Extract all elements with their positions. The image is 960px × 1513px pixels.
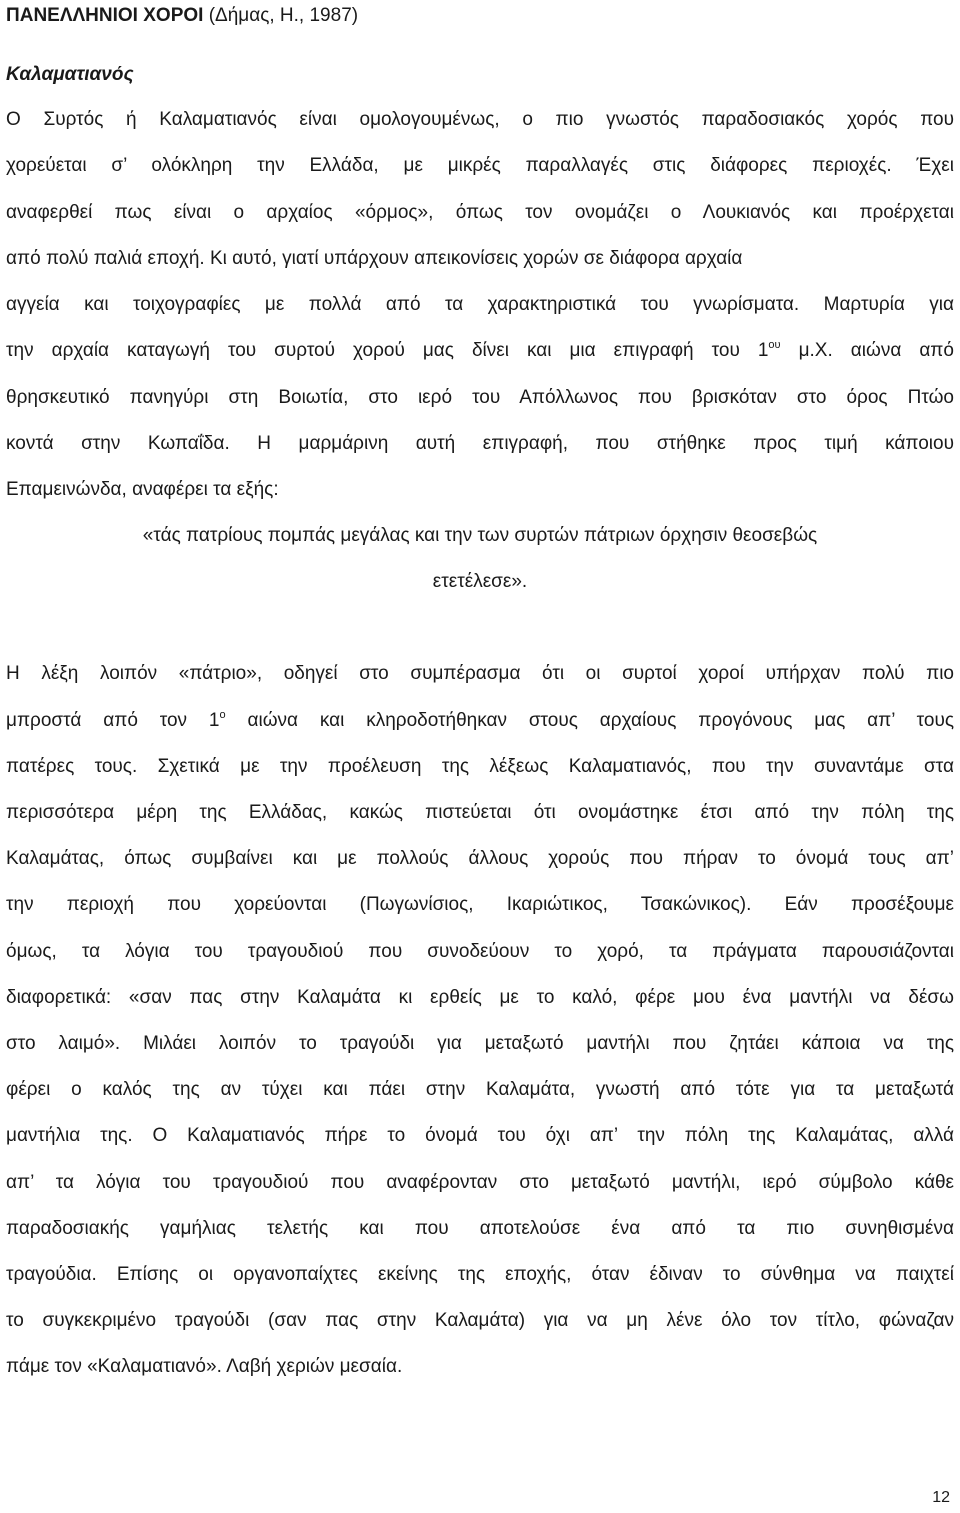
paragraph-line: μαντήλια της. Ο Καλαματιανός πήρε το όνομά του όχι απ’ την πόλη της Καλαμάτας, αλλά: [6, 1125, 954, 1146]
text-run: μ.Χ. αιώνα από: [780, 340, 954, 361]
quote-line: ετετέλεσε».: [432, 571, 528, 592]
paragraph-line: διαφορετικά: «σαν πας στην Καλαμάτα κι ερθείς με το καλό, φέρε μου ένα μαντήλι να δέσω: [6, 987, 954, 1008]
paragraph-line: κοντά στην Κωπαΐδα. Η μαρμάρινη αυτή επιγραφή, που στήθηκε προς τιμή κάποιου: [6, 433, 954, 454]
paragraph-line: το συγκεκριμένο τραγούδι (σαν πας στην Καλαμάτα) για να μη λένε όλο τον τίτλο, φώναζαν: [6, 1310, 954, 1331]
paragraph-line: Ο Συρτός ή Καλαματιανός είναι ομολογουμένως, ο πιο γνωστός παραδοσιακός χορός που: [6, 109, 954, 130]
paragraph-line: πάμε τον «Καλαματιανό». Λαβή χεριών μεσαία.: [6, 1356, 403, 1377]
paragraph-line: όμως, τα λόγια του τραγουδιού που συνοδεύουν το χορό, τα πράγματα παρουσιάζονται: [6, 941, 954, 962]
superscript: ου: [768, 339, 781, 351]
paragraph-line: Η λέξη λοιπόν «πάτριο», οδηγεί στο συμπέρασμα ότι οι συρτοί χοροί υπήρχαν πολύ πιο: [6, 663, 954, 684]
paragraph-line: τραγούδια. Επίσης οι οργανοπαίχτες εκείνης της εποχής, όταν έδιναν το σύνθημα να παιχτεί: [6, 1264, 954, 1285]
page-number: 12: [932, 1489, 950, 1506]
title-bold: ΠΑΝΕΛΛΗΝΙΟΙ ΧΟΡΟΙ: [6, 5, 204, 26]
paragraph-line: [6, 339, 954, 363]
paragraph-line: αγγεία και τοιχογραφίες με πολλά από τα χαρακτηριστικά του γνωρίσματα. Μαρτυρία για: [6, 294, 954, 315]
title-source: (Δήμας, Η., 1987): [203, 5, 359, 26]
paragraph-line: περισσότερα μέρη της Ελλάδας, κακώς πιστεύεται ότι ονομάστηκε έτσι από την πόλη της: [6, 802, 954, 823]
paragraph-line: αναφερθεί πως είναι ο αρχαίος «όρμος», όπως τον ονομάζει ο Λουκιανός και προέρχεται: [6, 202, 954, 223]
paragraph-line: [6, 709, 954, 733]
text-run: μπροστά από τον 1: [6, 710, 220, 731]
paragraph-line: παραδοσιακής γαμήλιας τελετής και που αποτελούσε ένα από τα πιο συνηθισμένα: [6, 1218, 954, 1239]
text-run: την αρχαία καταγωγή του συρτού χορού μας δίνει και μια επιγραφή του 1: [6, 340, 769, 361]
paragraph-line: χορεύεται σ’ ολόκληρη την Ελλάδα, με μικρές παραλλαγές στις διάφορες περιοχές. Έχει: [6, 155, 954, 176]
paragraph-line: Επαμεινώνδα, αναφέρει τα εξής:: [6, 479, 279, 500]
paragraph-line: Καλαμάτας, όπως συμβαίνει και με πολλούς άλλους χορούς που πήραν το όνομά τους απ’: [6, 848, 954, 869]
document-title: [6, 4, 954, 28]
text-run: αιώνα και κληροδοτήθηκαν στους αρχαίους προγόνους μας απ’ τους: [225, 710, 954, 731]
paragraph-line: απ’ τα λόγια του τραγουδιού που αναφέρονταν στο μεταξωτό μαντήλι, ιερό σύμβολο κάθε: [6, 1172, 954, 1193]
document-page: [6, 0, 954, 1513]
section-heading: Καλαματιανός: [6, 64, 134, 85]
paragraph-line: φέρει ο καλός της αν τύχει και πάει στην Καλαμάτα, γνωστή από τότε για τα μεταξωτά: [6, 1079, 954, 1100]
paragraph-line: πατέρες τους. Σχετικά με την προέλευση της λέξεως Καλαματιανός, που την συναντάμε στα: [6, 756, 954, 777]
paragraph-line: την περιοχή που χορεύονται (Πωγωνίσιος, Ικαριώτικος, Τσακώνικος). Εάν προσέξουμε: [6, 894, 954, 915]
paragraph-line: από πολύ παλιά εποχή. Κι αυτό, γιατί υπάρχουν απεικονίσεις χορών σε διάφορα αρχαία: [6, 248, 743, 269]
quote-line: «τάς πατρίους πομπάς μεγάλας και την των συρτών πάτριων όρχησιν θεοσεβώς: [142, 525, 818, 546]
superscript: ο: [219, 709, 226, 721]
paragraph-line: στο λαιμό». Μιλάει λοιπόν το τραγούδι για μεταξωτό μαντήλι που ζητάει κάποια να της: [6, 1033, 954, 1054]
paragraph-line: θρησκευτικό πανηγύρι στη Βοιωτία, στο ιερό του Απόλλωνος που βρισκόταν στο όρος Πτώο: [6, 387, 954, 408]
